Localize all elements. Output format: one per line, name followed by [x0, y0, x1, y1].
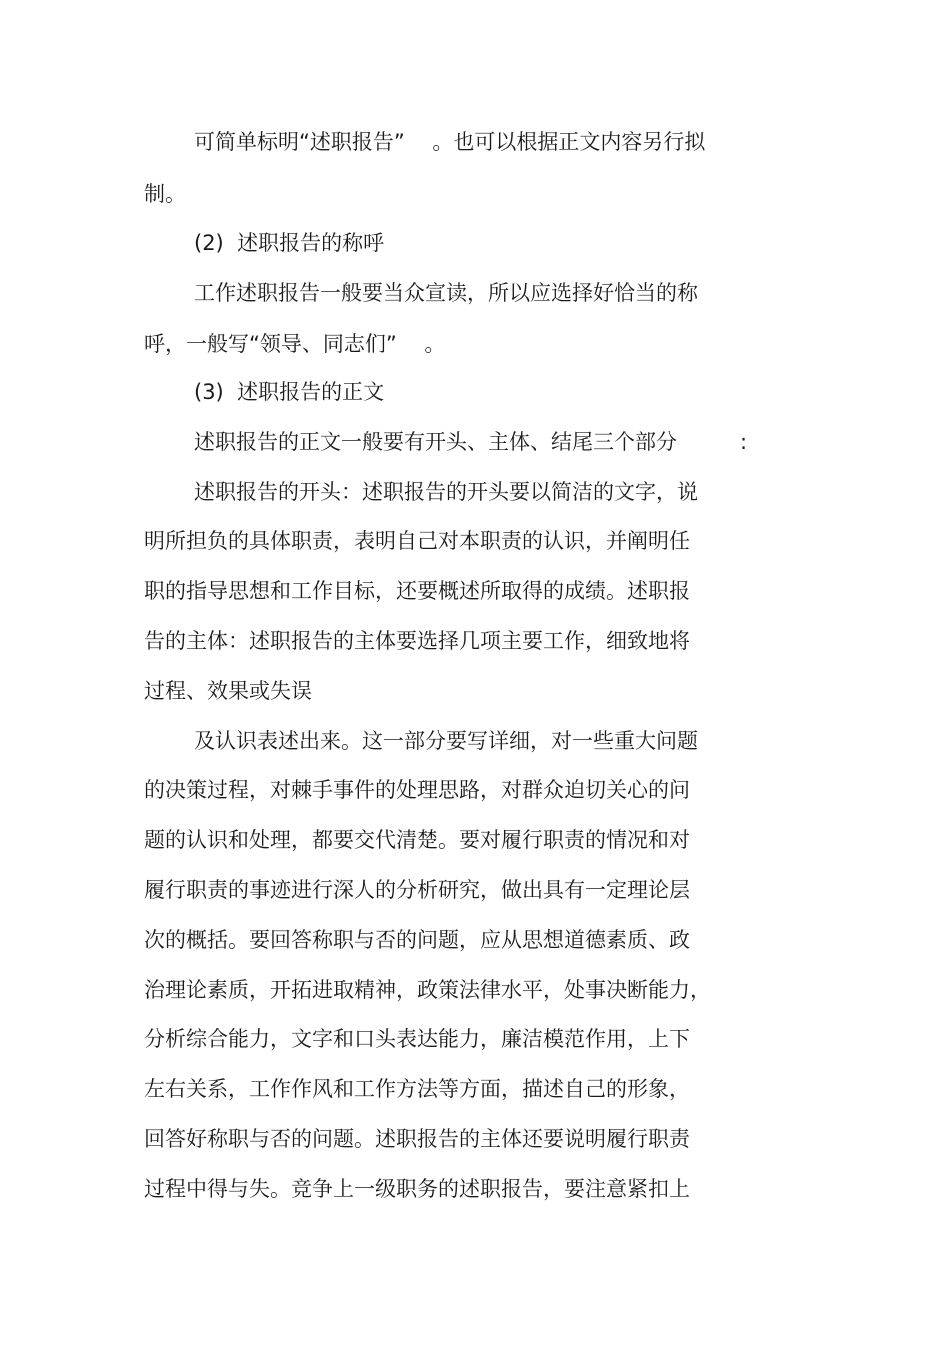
section-heading: (3) 述职报告的正文 [194, 380, 385, 404]
text-line: 职的指导思想和工作目标，还要概述所取得的成绩。述职报 [144, 579, 690, 603]
text-line: 履行职责的事迹进行深人的分析研究，做出具有一定理论层 [144, 878, 690, 902]
text-line: 呼，一般写“领导、同志们” 。 [144, 332, 446, 356]
text-line: 明所担负的具体职责，表明自己对本职责的认识，并阐明任 [144, 529, 690, 553]
text-line: 题的认识和处理，都要交代清楚。要对履行职责的情况和对 [144, 828, 690, 852]
text-line: 述职报告的开头：述职报告的开头要以简洁的文字，说 [194, 480, 698, 504]
text-line: 制。 [144, 182, 186, 206]
text-line: 工作述职报告一般要当众宣读，所以应选择好恰当的称 [194, 281, 698, 305]
text-line: 过程中得与失。竞争上一级职务的述职报告，要注意紧扣上 [144, 1177, 690, 1201]
text-line: 的决策过程，对棘手事件的处理思路，对群众迫切关心的问 [144, 778, 690, 802]
text-line: 述职报告的正文一般要有开头、主体、结尾三个部分 : [194, 430, 748, 454]
text-line: 回答好称职与否的问题。述职报告的主体还要说明履行职责 [144, 1127, 690, 1151]
text-line: 过程、效果或失误 [144, 679, 312, 703]
text-line: 可简单标明“述职报告” 。也可以根据正文内容另行拟 [194, 130, 706, 154]
text-line: 告的主体：述职报告的主体要选择几项主要工作，细致地将 [144, 629, 690, 653]
section-heading: (2) 述职报告的称呼 [194, 231, 385, 255]
text-line: 分析综合能力，文字和口头表达能力，廉洁模范作用，上下 [144, 1027, 690, 1051]
text-line: 及认识表述出来。这一部分要写详细，对一些重大问题 [194, 729, 698, 753]
text-line: 次的概括。要回答称职与否的问题，应从思想道德素质、政 [144, 928, 690, 952]
text-line: 左右关系，工作作风和工作方法等方面，描述自己的形象， [144, 1077, 690, 1101]
text-line: 治理论素质，开拓进取精神，政策法律水平，处事决断能力， [144, 978, 711, 1002]
